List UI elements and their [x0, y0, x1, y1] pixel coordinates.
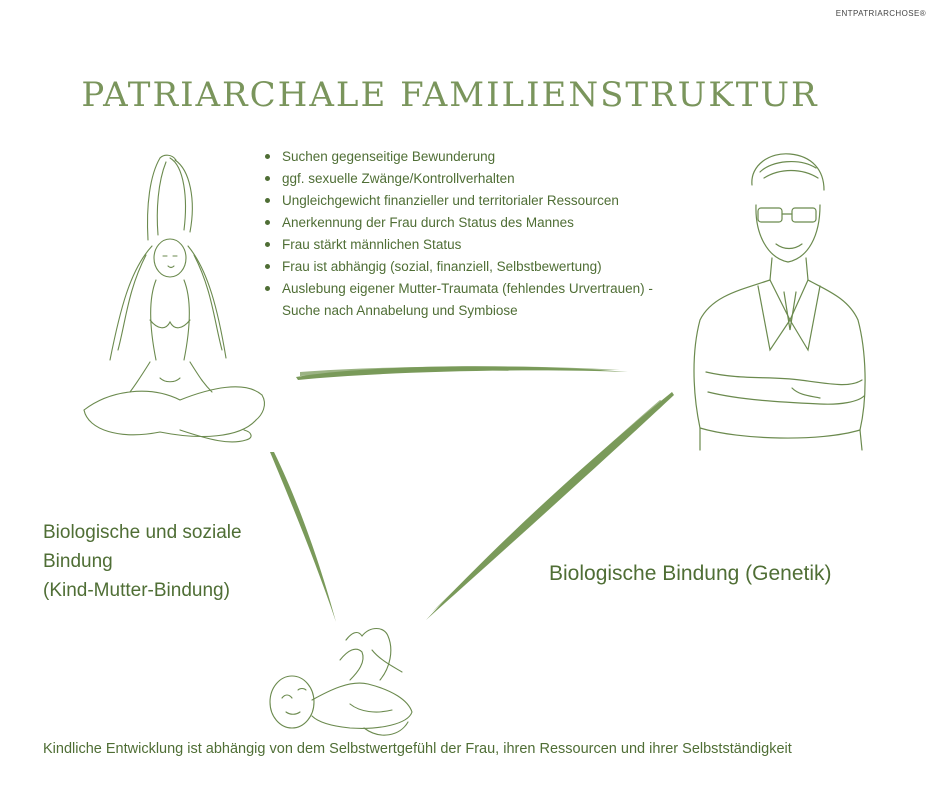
genetic-bond-label: Biologische Bindung (Genetik)	[549, 562, 832, 585]
brand-mark: ENTPATRIARCHOSE®	[835, 9, 926, 18]
woman-figure-icon	[84, 155, 264, 442]
page-title: PATRIARCHALE FAMILIENSTRUKTUR	[81, 74, 819, 115]
label-line: Bindung	[43, 551, 113, 572]
label-line: Biologische und soziale	[43, 522, 242, 543]
footer-note: Kindliche Entwicklung ist abhängig von dem Selbstwertgefühl der Frau, ihren Ressourcen und ihrer Selbstständigkeit	[43, 741, 792, 757]
list-item: ggf. sexuelle Zwänge/Kontrollverhalten	[263, 168, 683, 190]
baby-figure-icon	[270, 629, 412, 736]
relationship-characteristics-list	[263, 146, 683, 322]
mother-child-bond-label	[43, 518, 293, 605]
list-item: Anerkennung der Frau durch Status des Mannes	[263, 212, 683, 234]
list-item: Auslebung eigener Mutter-Traumata (fehlendes Urvertrauen) - Suche nach Annabelung und Symbiose	[263, 278, 683, 322]
list-item: Suchen gegenseitige Bewunderung	[263, 146, 683, 168]
list-item: Ungleichgewicht finanzieller und territorialer Ressourcen	[263, 190, 683, 212]
list-item: Frau ist abhängig (sozial, finanziell, Selbstbewertung)	[263, 256, 683, 278]
list-item: Frau stärkt männlichen Status	[263, 234, 683, 256]
label-line: (Kind-Mutter-Bindung)	[43, 580, 230, 601]
man-figure-icon	[694, 154, 865, 450]
